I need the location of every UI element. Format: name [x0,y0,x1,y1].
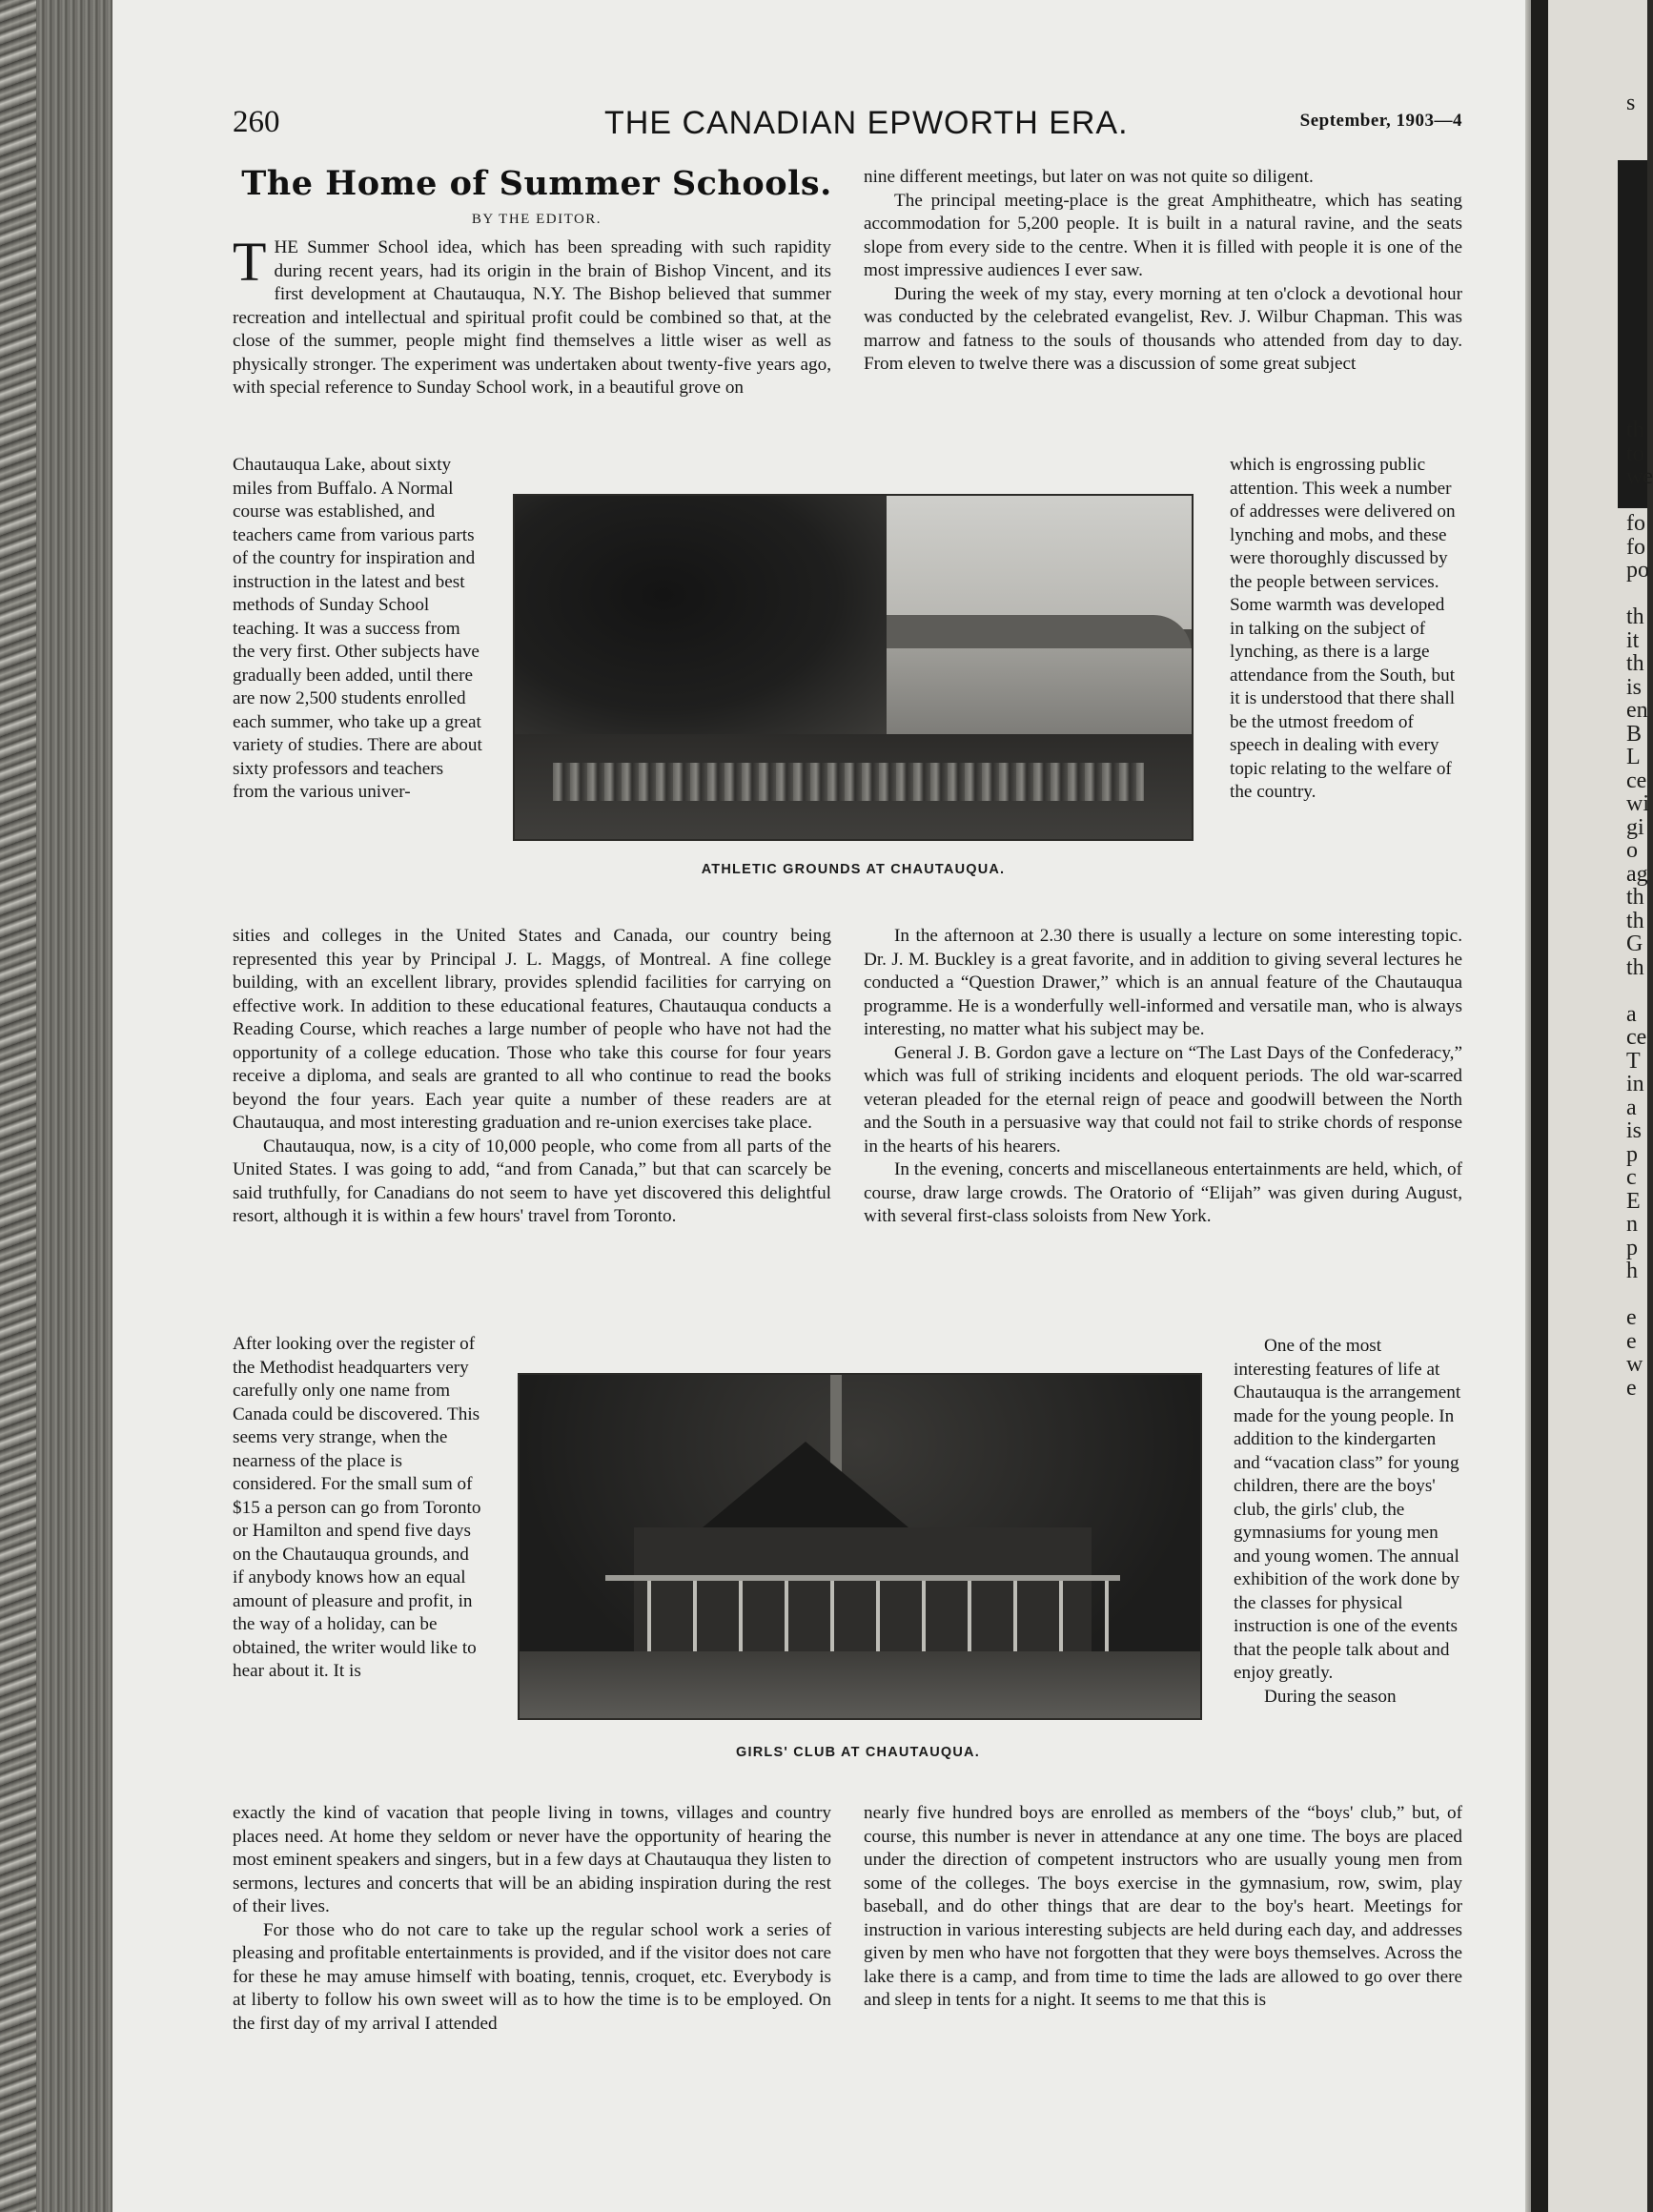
paragraph: which is engrossing public attention. This week a number of addresses were delivered on lynching and mobs, and these were thoroughly discussed by the people between services. Some warmth was developed in talking on the subject of lynching, as there is a large attendance from the South, but it is understood that there shall be the utmost freedom of speech in dealing with every topic relating to the welfare of the country. [1230,455,1456,802]
paragraph: nine different meetings, but later on was not quite so diligent. [864,167,1314,187]
paragraph: HE Summer School idea, which has been spreading with such rapidity during recent years, had its origin in the brain of Bishop Vincent, and its first development at Chautauqua, N.Y. The Bishop believed that summer recreation and intellectual and spiritual profit could be combined so that, at the close of the summer, people might find themselves a little wiser as well as physically stronger. The experiment was undertaken about twenty-five years ago, with special reference to Sunday School work, in a beautiful grove on [233,237,831,398]
photo-roof [691,1442,920,1537]
athletic-grounds-photo [513,494,1194,841]
page-number: 260 [233,105,280,139]
photo-tree [515,496,887,744]
paragraph: After looking over the register of the Methodist headquarters very carefully only one name from Canada could be discovered. This seems very strange, when the nearness of the place is considered. For the small sum of $15 a person can go from Toronto or Hamilton and spend five days on the Chautauqua grounds, and if anybody knows how an equal amount of pleasure and profit, in the way of a holiday, can be obtained, the writer would like to hear about it. It is [233,1334,481,1681]
column1-narrow-b [233,1333,482,1684]
running-head [233,105,1462,147]
paragraph: One of the most interesting features of life at Chautauqua is the arrangement made for the young people. In addition to the kindergarten and “vacation class” for young children, there are the boys' club, the girls' club, the gymnasiums for young men and young women. The annual exhibition of the work done by the classes for physical instruction is one of the events that the people talk about and enjoy greatly. [1234,1336,1461,1683]
photo-sky [877,496,1192,629]
column1-bottom [233,1802,831,2036]
figure-caption: ATHLETIC GROUNDS AT CHAUTAUQUA. [701,862,1006,877]
column2-narrow-b [1234,1335,1462,1709]
book-gutter [1531,0,1548,2212]
drop-cap: T [233,231,267,293]
paragraph: For those who do not care to take up the regular school work a series of pleasing and profitable entertainments is provided, and if the visitor does not care for these he may amuse himself with boating, tennis, croquet, etc. Everybody is at liberty to follow his own sweet will as to how the time is to be employed. On the first day of my arrival I attended [233,1919,831,2034]
journal-title: THE CANADIAN EPWORTH ERA. [604,105,1129,141]
paragraph: General J. B. Gordon gave a lecture on “The Last Days of the Confederacy,” which was full of striking incidents and eloquent periods. The old war-scarred veteran pleaded for the eternal reign of peace and goodwill between the North and the South in a persuasive way that could not fail to strike chords of response in the hearts of his hearers. [864,1042,1462,1157]
marbled-edge [0,0,36,2212]
paragraph: The principal meeting-place is the great Amphitheatre, which has seating accommodation for 5,200 people. It is built in a natural ravine, and the seats slope from every side to the centre. When it is filled with people it is one of the most impressive audiences I ever saw. [864,190,1462,280]
column2-narrow-a [1230,454,1462,805]
photo-crowd [553,763,1144,801]
paragraph: In the evening, concerts and miscellaneous entertainments are held, which, of course, draw large crowds. The Oratorio of “Elijah” was given during August, with several first-class soloists from New York. [864,1159,1462,1226]
column1-middle [233,925,831,1229]
paragraph: Chautauqua, now, is a city of 10,000 people, who come from all parts of the United States. I was going to add, “and from Canada,” but that can scarcely be said truthfully, for Canadians do not seem to have yet discovered this delightful resort, although it is within a few hours' travel from Toronto. [233,1136,831,1226]
photo-porch [605,1575,1120,1657]
column1-intro [233,231,831,400]
paragraph: During the season [1264,1686,1397,1707]
issue-date: September, 1903—4 [1299,111,1462,131]
column2-middle [864,925,1462,1229]
photo-lawn [520,1651,1200,1718]
byline: BY THE EDITOR. [471,212,602,227]
paragraph: During the week of my stay, every morning at ten o'clock a devotional hour was conducted by the celebrated evangelist, Rev. J. Wilbur Chapman. This was marrow and fatness to the souls of thousands who attended from day to day. From eleven to twelve there was a discussion of some great subject [864,283,1462,374]
paragraph: exactly the kind of vacation that people living in towns, villages and country places need. At home they seldom or never have the opportunity of hearing the most eminent speakers and singers, but in a few days at Chautauqua they listen to sermons, lectures and concerts that will be an abiding inspiration during the rest of their lives. [233,1803,831,1916]
paragraph: Chautauqua Lake, about sixty miles from Buffalo. A Normal course was established, and teachers came from various parts of the country for inspiration and instruction in the latest and best methods of Sunday School teaching. It was a success from the very first. Other subjects have gradually been added, until there are now 2,500 students enrolled each summer, who take up a great variety of studies. There are about sixty professors and teachers from the various univer- [233,455,482,802]
article-title: The Home of Summer Schools. [241,164,832,203]
column1-narrow-a [233,454,482,805]
facing-page-text-fragments: s th to we fo fo po th it th is en B L ce wi gi o ag th th G th a ce T in a is p c E n p h e e w e [1626,91,1653,1401]
figure-caption: GIRLS' CLUB AT CHAUTAUQUA. [736,1745,980,1760]
column2-bottom [864,1802,1462,2013]
column2-top [864,166,1462,377]
paragraph: sities and colleges in the United States and Canada, our country being represented this year by Principal J. L. Maggs, of Montreal. A fine college building, with an excellent library, provides splendid facilities for carrying on effective work. In addition to these educational features, Chautauqua conducts a Reading Course, which reaches a large number of people who have not had the opportunity of a college education. Those who take this course for four years receive a diploma, and seals are granted to all who continue to read the books beyond the four years. Each year quite a number of these readers are at Chautauqua, and most interesting graduation and re-union exercises take place. [233,926,831,1133]
book-binding-left [0,0,112,2212]
photo-lake [858,648,1192,744]
paragraph: In the afternoon at 2.30 there is usually a lecture on some interesting topic. Dr. J. M. Buckley is a great favorite, and in addition to giving several lectures he conducted a “Question Drawer,” which is an annual feature of the Chautauqua programme. He is a wonderfully well-informed and versatile man, who is always interesting, no matter what his subject may be. [864,926,1462,1039]
photo-hills [867,615,1192,653]
girls-club-photo [518,1373,1202,1720]
paragraph: nearly five hundred boys are enrolled as members of the “boys' club,” but, of course, this number is never in attendance at any one time. The boys are placed under the direction of competent instructors who are usually young men from some of the colleges. The boys exercise in the gymnasium, row, swim, play baseball, and do other things that are dear to the boy's heart. Meetings for instruction in various interesting subjects are held during each day, and addresses given by men who have not forgotten that they were boys themselves. Across the lake there is a camp, and from time to time the lads are allowed to go over there and sleep in tents for a night. It seems to me that this is [864,1803,1462,2010]
